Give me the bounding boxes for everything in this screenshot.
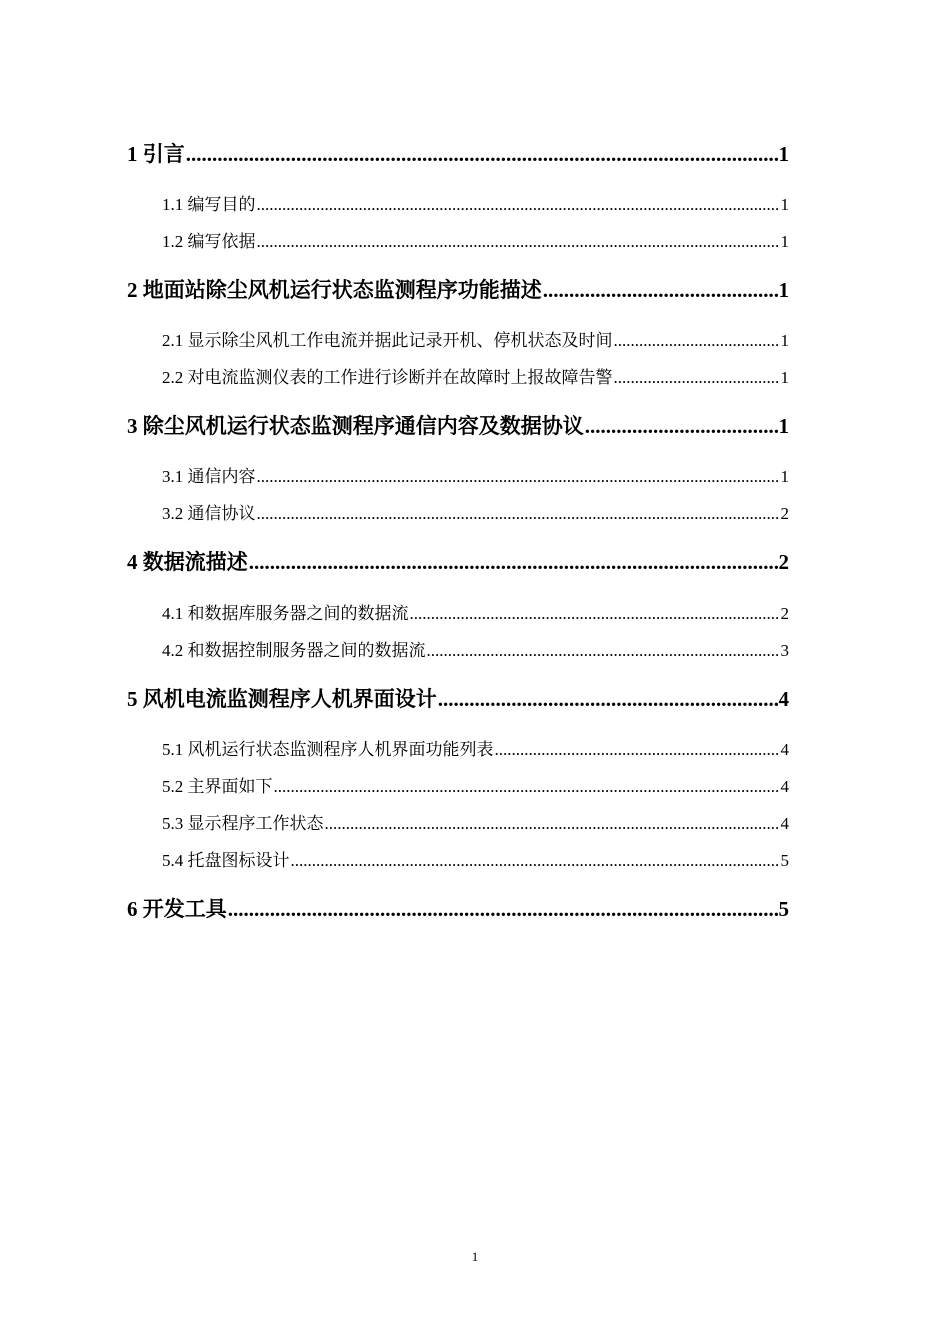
toc-entry-4-2[interactable] <box>162 636 789 658</box>
toc-entry-title: 5.3 显示程序工作状态 <box>162 814 324 833</box>
toc-leader-dots <box>257 195 780 215</box>
toc-entry-title: 5.1 风机运行状态监测程序人机界面功能列表 <box>162 740 494 759</box>
toc-entry-page: 5 <box>780 851 789 870</box>
toc-entry-3[interactable] <box>127 410 789 438</box>
toc-entry-title: 4.2 和数据控制服务器之间的数据流 <box>162 641 426 660</box>
toc-leader-dots <box>614 368 780 388</box>
toc-entry-title: 2 地面站除尘风机运行状态监测程序功能描述 <box>127 278 542 302</box>
toc-entry-2-2[interactable] <box>162 363 789 385</box>
toc-entry-6[interactable] <box>127 893 789 921</box>
toc-leader-dots <box>274 777 780 797</box>
toc-entry-page: 4 <box>780 814 789 833</box>
toc-entry-4-1[interactable] <box>162 599 789 621</box>
toc-leader-dots <box>257 504 780 524</box>
toc-leader-dots <box>291 851 780 871</box>
toc-entry-title: 3.2 通信协议 <box>162 504 256 523</box>
toc-entry-page: 4 <box>780 777 789 796</box>
toc-entry-page: 1 <box>778 414 789 438</box>
toc-leader-dots <box>585 414 778 439</box>
toc-leader-dots <box>438 687 778 712</box>
toc-entry-title: 3.1 通信内容 <box>162 467 256 486</box>
page-number: 1 <box>471 1249 479 1264</box>
toc-entry-title: 2.2 对电流监测仪表的工作进行诊断并在故障时上报故障告警 <box>162 368 613 387</box>
toc-entry-title: 1.2 编写依据 <box>162 232 256 251</box>
toc-entry-2[interactable] <box>127 274 789 302</box>
toc-leader-dots <box>249 550 778 575</box>
toc-entry-page: 2 <box>778 550 789 574</box>
toc-leader-dots <box>410 604 780 624</box>
toc-entry-1-2[interactable] <box>162 227 789 249</box>
toc-leader-dots <box>325 814 780 834</box>
toc-entry-page: 4 <box>778 687 789 711</box>
toc-entry-1[interactable] <box>127 138 789 166</box>
toc-entry-page: 1 <box>780 232 789 251</box>
toc-entry-title: 2.1 显示除尘风机工作电流并据此记录开机、停机状态及时间 <box>162 331 613 350</box>
toc-entry-page: 1 <box>778 142 789 166</box>
toc-entry-title: 4.1 和数据库服务器之间的数据流 <box>162 604 409 623</box>
toc-entry-page: 1 <box>780 195 789 214</box>
toc-entry-5-4[interactable] <box>162 846 789 868</box>
toc-entry-title: 6 开发工具 <box>127 897 227 921</box>
toc-entry-5[interactable] <box>127 683 789 711</box>
toc-entry-1-1[interactable] <box>162 190 789 212</box>
toc-leader-dots <box>186 142 778 167</box>
toc-entry-title: 1 引言 <box>127 142 185 166</box>
toc-entry-title: 5.4 托盘图标设计 <box>162 851 290 870</box>
toc-entry-title: 5.2 主界面如下 <box>162 777 273 796</box>
toc-leader-dots <box>495 740 780 760</box>
toc-leader-dots <box>614 331 780 351</box>
toc-leader-dots <box>257 232 780 252</box>
toc-entry-5-2[interactable] <box>162 772 789 794</box>
toc-leader-dots <box>543 278 778 303</box>
toc-entry-page: 2 <box>780 604 789 623</box>
toc-entry-page: 1 <box>780 368 789 387</box>
toc-entry-page: 3 <box>780 641 789 660</box>
toc-entry-page: 5 <box>778 897 789 921</box>
toc-entry-page: 1 <box>780 331 789 350</box>
toc-entry-2-1[interactable] <box>162 326 789 348</box>
toc-entry-5-3[interactable] <box>162 809 789 831</box>
toc-leader-dots <box>228 897 778 922</box>
toc-entry-page: 1 <box>778 278 789 302</box>
toc-entry-3-1[interactable] <box>162 462 789 484</box>
toc-entry-4[interactable] <box>127 546 789 574</box>
toc-entry-page: 2 <box>780 504 789 523</box>
toc-leader-dots <box>427 641 780 661</box>
toc-entry-5-1[interactable] <box>162 735 789 757</box>
toc-entry-page: 4 <box>780 740 789 759</box>
toc-entry-title: 3 除尘风机运行状态监测程序通信内容及数据协议 <box>127 414 584 438</box>
toc-entry-page: 1 <box>780 467 789 486</box>
toc-entry-title: 4 数据流描述 <box>127 550 248 574</box>
toc-entry-title: 5 风机电流监测程序人机界面设计 <box>127 687 437 711</box>
toc-entry-title: 1.1 编写目的 <box>162 195 256 214</box>
toc-leader-dots <box>257 467 780 487</box>
toc-entry-3-2[interactable] <box>162 499 789 521</box>
